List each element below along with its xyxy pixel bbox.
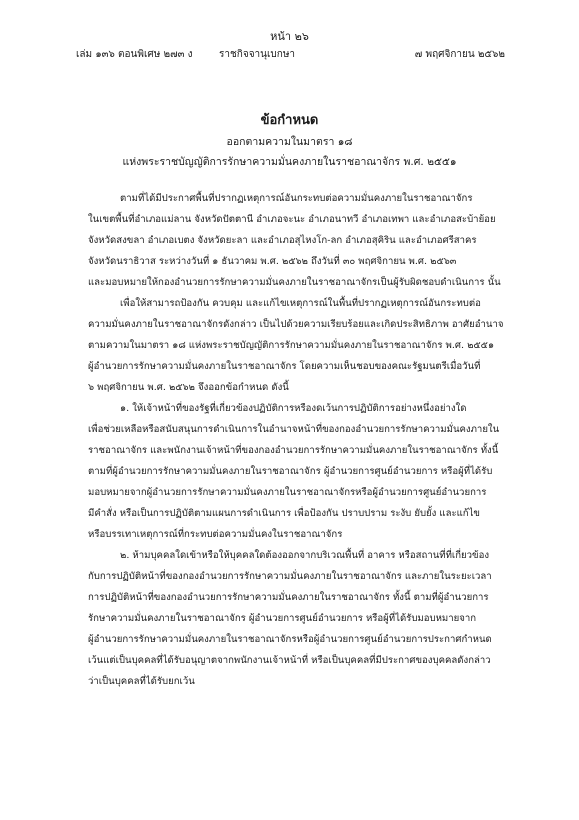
document-subtitle: ออกตามความในมาตรา ๑๘ bbox=[226, 136, 353, 148]
document-title-block bbox=[0, 110, 579, 172]
text-line: ตามที่ผู้อำนวยการรักษาความมั่นคงภายในราชอาณาจักร ผู้อำนวยการศูนย์อำนวยการ หรือผู้ที่ได้รับ bbox=[88, 466, 493, 477]
page-number: หน้า ๒๖ bbox=[270, 30, 309, 43]
clause-2 bbox=[88, 545, 504, 692]
text-line: เพื่อช่วยเหลือหรือสนับสนุนการดำเนินการในอำนาจหน้าที่ของกองอำนวยการรักษาความมั่นคงภายใน bbox=[88, 424, 500, 435]
text-line: ผู้อำนวยการรักษาความมั่นคงภายในราชอาณาจักรหรือผู้อำนวยการศูนย์อำนวยการประกาศกำหนด bbox=[88, 634, 492, 645]
paragraph-background bbox=[88, 188, 504, 293]
text-line: ตามความในมาตรา ๑๘ แห่งพระราชบัญญัติการรักษาความมั่นคงภายในราชอาณาจักร พ.ศ. ๒๕๕๑ bbox=[88, 340, 495, 351]
text-line: ผู้อำนวยการรักษาความมั่นคงภายในราชอาณาจักร โดยความเห็นชอบของคณะรัฐมนตรีเมื่อวันที่ bbox=[88, 361, 481, 372]
text-line: ๑. ให้เจ้าหน้าที่ของรัฐที่เกี่ยวข้องปฏิบัติการหรืองดเว้นการปฏิบัติการอย่างหนึ่งอย่างใด bbox=[120, 403, 467, 414]
text-line: ๖ พฤศจิกายน พ.ศ. ๒๕๖๒ จึงออกข้อกำหนด ดังนี้ bbox=[88, 382, 289, 393]
text-line: รักษาความมั่นคงภายในราชอาณาจักร ผู้อำนวยการศูนย์อำนวยการ หรือผู้ที่ได้รับมอบหมายจาก bbox=[88, 613, 477, 624]
text-line: กับการปฏิบัติหน้าที่ของกองอำนวยการรักษาความมั่นคงภายในราชอาณาจักร และภายในระยะเวลา bbox=[88, 571, 492, 582]
text-line: ตามที่ได้มีประกาศพื้นที่ปรากฏเหตุการณ์อันกระทบต่อความมั่นคงภายในราชอาณาจักร bbox=[120, 193, 473, 204]
text-line: ความมั่นคงภายในราชอาณาจักรดังกล่าว เป็นไปด้วยความเรียบร้อยและเกิดประสิทธิภาพ อาศัยอำนาจ bbox=[88, 319, 504, 330]
gazette-name: ราชกิจจานุเบกษา bbox=[219, 49, 296, 60]
text-line: มีคำสั่ง หรือเป็นการปฏิบัติตามแผนการดำเนินการ เพื่อป้องกัน ปราบปราม ระงับ ยับยั้ง และแก้ไข bbox=[88, 508, 480, 519]
text-line: ราชอาณาจักร และพนักงานเจ้าหน้าที่ของกองอำนวยการรักษาความมั่นคงภายในราชอาณาจักร ทั้งนี้ bbox=[88, 445, 499, 456]
publication-date: ๗ พฤศจิกายน ๒๕๖๒ bbox=[414, 49, 505, 60]
text-line: มอบหมายจากผู้อำนวยการรักษาความมั่นคงภายในราชอาณาจักรหรือผู้อำนวยการศูนย์อำนวยการ bbox=[88, 487, 487, 498]
text-line: เพื่อให้สามารถป้องกัน ควบคุม และแก้ไขเหตุการณ์ในพื้นที่ปรากฏเหตุการณ์อันกระทบต่อ bbox=[120, 298, 481, 309]
text-line: หรือบรรเทาเหตุการณ์ที่กระทบต่อความมั่นคงในราชอาณาจักร bbox=[88, 529, 343, 540]
text-line: และมอบหมายให้กองอำนวยการรักษาความมั่นคงภายในราชอาณาจักรเป็นผู้รับผิดชอบดำเนินการ นั้น bbox=[88, 277, 501, 288]
document-title: ข้อกำหนด bbox=[260, 113, 319, 128]
text-line: ในเขตพื้นที่อำเภอแม่ลาน จังหวัดปัตตานี อำเภอจะนะ อำเภอนาทวี อำเภอเทพา และอำเภอสะบ้าย้อย bbox=[88, 214, 496, 225]
text-line: เว้นแต่เป็นบุคคลที่ได้รับอนุญาตจากพนักงานเจ้าหน้าที่ หรือเป็นบุคคลที่มีประกาศของบุคคลดังกล่าว bbox=[88, 655, 491, 666]
text-line: ว่าเป็นบุคคลที่ได้รับยกเว้น bbox=[88, 676, 195, 687]
gazette-header bbox=[76, 47, 505, 63]
text-line: การปฏิบัติหน้าที่ของกองอำนวยการรักษาความมั่นคงภายในราชอาณาจักร ทั้งนี้ ตามที่ผู้อำนวยการ bbox=[88, 592, 489, 603]
document-act-reference: แห่งพระราชบัญญัติการรักษาความมั่นคงภายในราชอาณาจักร พ.ศ. ๒๕๕๑ bbox=[122, 156, 457, 168]
text-line: จังหวัดสงขลา อำเภอเบตง จังหวัดยะลา และอำเภอสุไหงโก-ลก อำเภอสุคิริน และอำเภอศรีสาคร bbox=[88, 235, 477, 246]
clause-1 bbox=[88, 398, 504, 545]
volume-issue: เล่ม ๑๓๖ ตอนพิเศษ ๒๗๓ ง bbox=[76, 49, 193, 60]
text-line: จังหวัดนราธิวาส ระหว่างวันที่ ๑ ธันวาคม พ.ศ. ๒๕๖๒ ถึงวันที่ ๓๐ พฤศจิกายน พ.ศ. ๒๕๖๓ bbox=[88, 256, 457, 267]
paragraph-authority bbox=[88, 293, 504, 398]
text-line: ๒. ห้ามบุคคลใดเข้าหรือให้บุคคลใดต้องออกจากบริเวณพื้นที่ อาคาร หรือสถานที่ที่เกี่ยวข้อง bbox=[120, 550, 490, 561]
